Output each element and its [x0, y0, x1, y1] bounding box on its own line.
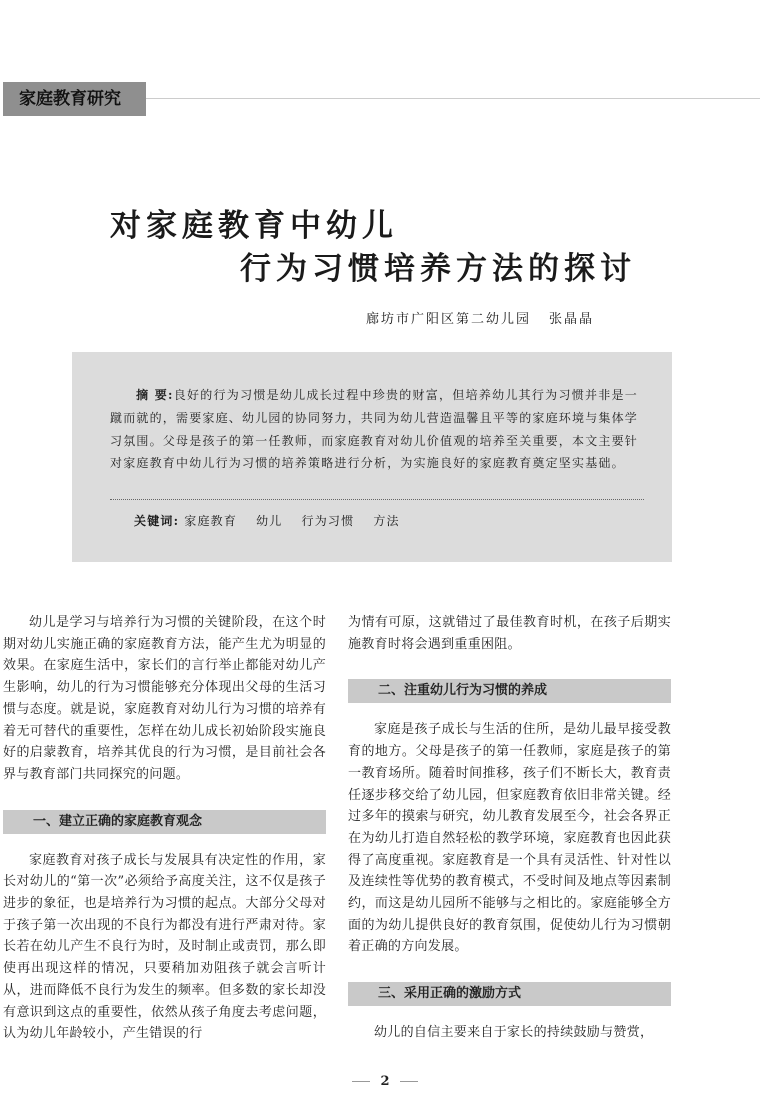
abstract-box [72, 352, 672, 562]
section-tab: 家庭教育研究 [3, 82, 146, 116]
section-heading-1: 一、建立正确的家庭教育观念 [3, 810, 326, 834]
section-1-paragraph: 家庭教育对孩子成长与发展具有决定性的作用，家长对幼儿的“第一次”必须给予高度关注，这不仅是孩子进步的象征，也是培养行为习惯的起点。大部分父母对于孩子第一次出现的不良行为都没有进行严肃对待。家长若在幼儿产生不良行为时，及时制止或责罚，那么即使再出现这样的情况，只要稍加劝阻孩子就会言听计从，进而降低不良行为发生的频率。但多数的家长却没有意识到这点的重要性，依然从孩子角度去考虑问题，认为幼儿年龄较小，产生错误的行 [3, 852, 326, 1042]
author-line [366, 308, 594, 327]
page-dash-right [400, 1081, 418, 1082]
abstract-text [110, 384, 638, 475]
section-3-paragraph: 幼儿的自信主要来自于家长的持续鼓励与赞赏， [374, 1025, 654, 1041]
article-title-line-2: 行为习惯培养方法的探讨 [240, 251, 636, 287]
keyword: 方法 [373, 514, 400, 528]
author-name: 张晶晶 [549, 312, 595, 327]
keyword: 家庭教育 [184, 514, 238, 528]
page-dash-left [352, 1081, 370, 1082]
author-affiliation: 廊坊市广阳区第二幼儿园 [366, 312, 532, 327]
section-heading-2: 二、注重幼儿行为习惯的养成 [348, 679, 671, 703]
page-number-value: 2 [380, 1074, 390, 1089]
abstract-body: 良好的行为习惯是幼儿成长过程中珍贵的财富，但培养幼儿其行为习惯并非是一蹴而就的，需要家庭、幼儿园的协同努力，共同为幼儿营造温馨且平等的家庭环境与集体学习氛围。父母是孩子的第一任教师，而家庭教育对幼儿价值观的培养至关重要，本文主要针对家庭教育中幼儿行为习惯的培养策略进行分析，为实施良好的家庭教育奠定坚实基础。 [110, 388, 639, 471]
section-2-paragraph: 家庭是孩子成长与生活的住所，是幼儿最早接受教育的地方。父母是孩子的第一任教师，家庭是孩子的第一教育场所。随着时间推移，孩子们不断长大，教育责任逐步移交给了幼儿园，但家庭教育依旧非常关键。经过多年的摸索与研究，幼儿教育发展至今，社会各界正在为幼儿打造自然轻松的教学环境，家庭教育也因此获得了高度重视。家庭教育是一个具有灵活性、针对性以及连续性等优势的教育模式，不受时间及地点等因素制约，而这是幼儿园所不能够与之相比的。家庭能够全方面的为幼儿提供良好的教育氛围，促使幼儿行为习惯朝着正确的方向发展。 [348, 722, 671, 955]
keyword: 幼儿 [256, 514, 283, 528]
keywords-line [134, 512, 414, 529]
intro-paragraph: 幼儿是学习与培养行为习惯的关键阶段，在这个时期对幼儿实施正确的家庭教育方法，能产生尤为明显的效果。在家庭生活中，家长们的言行举止都能对幼儿产生影响，幼儿的行为习惯能够充分体现出父母的生活习惯与态度。就是说，家庭教育对幼儿行为习惯的培养有着无可替代的重要性，怎样在幼儿成长初始阶段实施良好的启蒙教育，培养其优良的行为习惯，是目前社会各界与教育部门共同探究的问题。 [3, 615, 326, 782]
keyword: 行为习惯 [301, 514, 355, 528]
right-column [348, 612, 671, 1044]
article-title-line-1: 对家庭教育中幼儿 [110, 208, 398, 244]
abstract-label: 摘 要: [136, 388, 174, 402]
keywords-label: 关键词: [134, 514, 180, 528]
section-heading-3: 三、采用正确的激励方式 [348, 982, 671, 1006]
section-1-continuation: 为情有可原，这就错过了最佳教育时机，在孩子后期实施教育时将会遇到重重困阻。 [348, 615, 671, 652]
header-rule [146, 98, 760, 99]
page-number [305, 1074, 465, 1089]
left-column [3, 612, 326, 1045]
abstract-divider [110, 499, 644, 500]
